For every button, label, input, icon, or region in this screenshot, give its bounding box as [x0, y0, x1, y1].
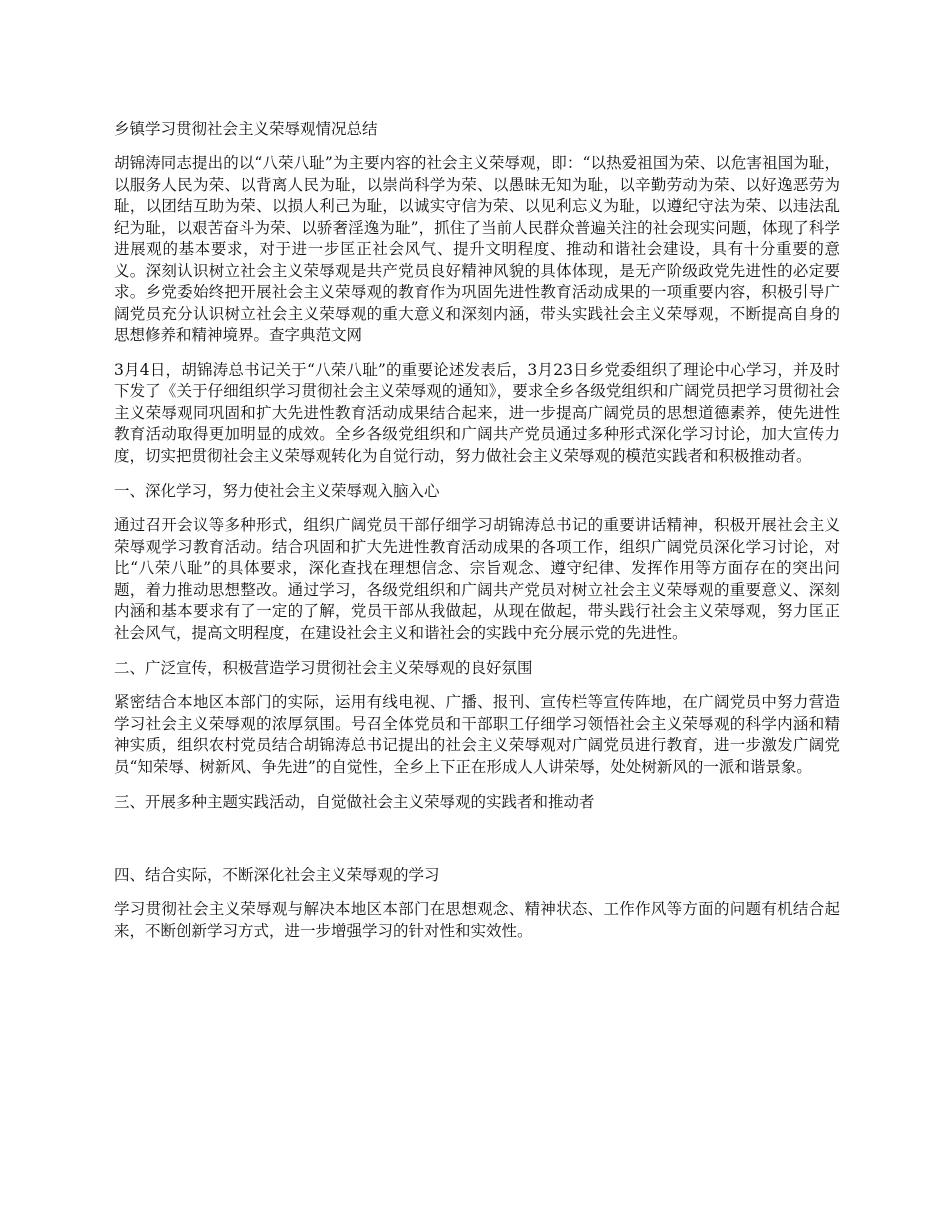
paragraph-section-2: 紧密结合本地区本部门的实际，运用有线电视、广播、报刊、宣传栏等宣传阵地，在广阔党员中努力营造学习社会主义荣辱观的浓厚氛围。号召全体党员和干部职工仔细学习领悟社会主义荣辱观的科学内涵和精神实质，组织农村党员结合胡锦涛总书记提出的社会主义荣辱观对广阔党员进行教育，进一步激发广阔党员“知荣辱、树新风、争先进”的自觉性，全乡上下正在形成人人讲荣辱，处处树新风的一派和谐景象。 [114, 693, 840, 776]
section-heading-3: 三、开展多种主题实践活动，自觉做社会主义荣辱观的实践者和推动者 [114, 793, 595, 811]
document-page [114, 118, 840, 955]
section-heading-1: 一、深化学习，努力使社会主义荣辱观入脑入心 [114, 482, 440, 500]
paragraph-intro: 胡锦涛同志提出的以“八荣八耻”为主要内容的社会主义荣辱观，即：“以热爱祖国为荣、以危害祖国为耻，以服务人民为荣、以背离人民为耻，以崇尚科学为荣、以愚昧无知为耻，以辛勤劳动为荣、以好逸恶劳为耻，以团结互助为荣、以损人利己为耻，以诚实守信为荣、以见利忘义为耻，以遵纪守法为荣、以违法乱纪为耻，以艰苦奋斗为荣、以骄奢淫逸为耻”，抓住了当前人民群众普遍关注的社会现实问题，体现了科学进展观的基本要求，对于进一步匡正社会风气、提升文明程度、推动和谐社会建设，具有十分重要的意义。深刻认识树立社会主义荣辱观是共产党员良好精神风貌的具体体现，是无产阶级政党先进性的必定要求。乡党委始终把开展社会主义荣辱观的教育作为巩固先进性教育活动成果的一项重要内容，积极引导广阔党员充分认识树立社会主义荣辱观的重大意义和深刻内涵，带头实践社会主义荣辱观，不断提高自身的思想修养和精神境界。查字典范文网 [114, 154, 840, 344]
blank-space [114, 826, 840, 864]
paragraph-section-1: 通过召开会议等多种形式，组织广阔党员干部仔细学习胡锦涛总书记的重要讲话精神，积极开展社会主义荣辱观学习教育活动。结合巩固和扩大先进性教育活动成果的各项工作，组织广阔党员深化学习讨论，对比“八荣八耻”的具体要求，深化查找在理想信念、宗旨观念、遵守纪律、发挥作用等方面存在的突出问题，着力推动思想整改。通过学习，各级党组织和广阔共产党员对树立社会主义荣辱观的重要意义、深刻内涵和基本要求有了一定的了解，党员干部从我做起，从现在做起，带头践行社会主义荣辱观，努力匡正社会风气，提高文明程度，在建设社会主义和谐社会的实践中充分展示党的先进性。 [114, 516, 840, 642]
paragraph-march-study: 3月4日，胡锦涛总书记关于“八荣八耻”的重要论述发表后，3月23日乡党委组织了理论中心学习，并及时下发了《关于仔细组织学习贯彻社会主义荣辱观的通知》，要求全乡各级党组织和广阔党员把学习贯彻社会主义荣辱观同巩固和扩大先进性教育活动成果结合起来，进一步提高广阔党员的思想道德素养，使先进性教育活动取得更加明显的成效。全乡各级党组织和广阔共产党员通过多种形式深化学习讨论，加大宣传力度，切实把贯彻社会主义荣辱观转化为自觉行动，努力做社会主义荣辱观的模范实践者和积极推动者。 [114, 360, 840, 465]
section-heading-2: 二、广泛宣传，积极营造学习贯彻社会主义荣辱观的良好氛围 [114, 659, 533, 677]
paragraph-section-4: 学习贯彻社会主义荣辱观与解决本地区本部门在思想观念、精神状态、工作作风等方面的问题有机结合起来，不断创新学习方式，进一步增强学习的针对性和实效性。 [114, 900, 840, 940]
section-heading-4: 四、结合实际，不断深化社会主义荣辱观的学习 [114, 866, 440, 884]
document-title: 乡镇学习贯彻社会主义荣辱观情况总结 [114, 120, 378, 138]
